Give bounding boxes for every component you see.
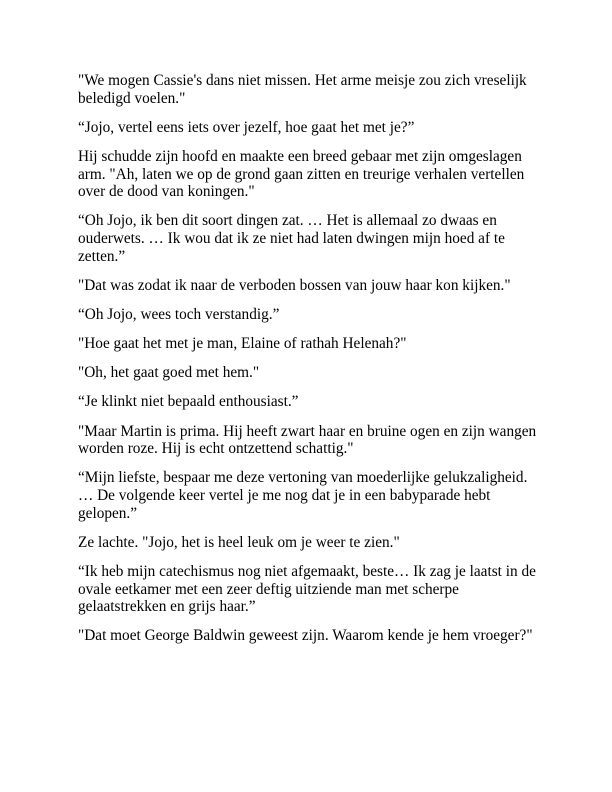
paragraph: “Oh Jojo, ik ben dit soort dingen zat. … Het is allemaal zo dwaas en ouderwets. … Ik wou dat ik ze niet had laten dwingen mijn hoed af te zetten.” <box>78 212 505 265</box>
paragraph: "Dat was zodat ik naar de verboden bossen van jouw haar kon kijken." <box>78 276 511 294</box>
paragraph: "Dat moet George Baldwin geweest zijn. Waarom kende je hem vroeger?" <box>78 627 533 645</box>
document-page <box>78 72 538 657</box>
paragraph: "Oh, het gaat goed met hem." <box>78 364 260 382</box>
paragraph: Ze lachte. "Jojo, het is heel leuk om je weer te zien." <box>78 533 400 551</box>
paragraph: Hij schudde zijn hoofd en maakte een breed gebaar met zijn omgeslagen arm. "Ah, laten we op de grond gaan zitten en treurige verhalen vertellen over de dood van koningen." <box>78 147 525 201</box>
paragraph: "Maar Martin is prima. Hij heeft zwart haar en bruine ogen en zijn wangen worden roze. Hij is echt ontzettend schattig." <box>78 422 537 458</box>
paragraph: "We mogen Cassie's dans niet missen. Het arme meisje zou zich vreselijk beledigd voelen." <box>78 72 527 107</box>
paragraph: “Je klinkt niet bepaald enthousiast.” <box>78 393 299 411</box>
paragraph: “Ik heb mijn catechismus nog niet afgemaakt, beste… Ik zag je laatst in de ovale eetkamer met een zeer deftig uitziende man met scherpe gelaatstrekken en grijs haar.” <box>78 563 536 616</box>
paragraph: "Hoe gaat het met je man, Elaine of rathah Helenah?" <box>78 335 407 353</box>
paragraph: “Oh Jojo, wees toch verstandig.” <box>78 305 280 323</box>
paragraph: “Jojo, vertel eens iets over jezelf, hoe gaat het met je?” <box>78 118 415 136</box>
paragraph: “Mijn liefste, bespaar me deze vertoning van moederlijke gelukzaligheid. … De volgende keer vertel je me nog dat je in een babyparade hebt gelopen.” <box>78 469 528 522</box>
